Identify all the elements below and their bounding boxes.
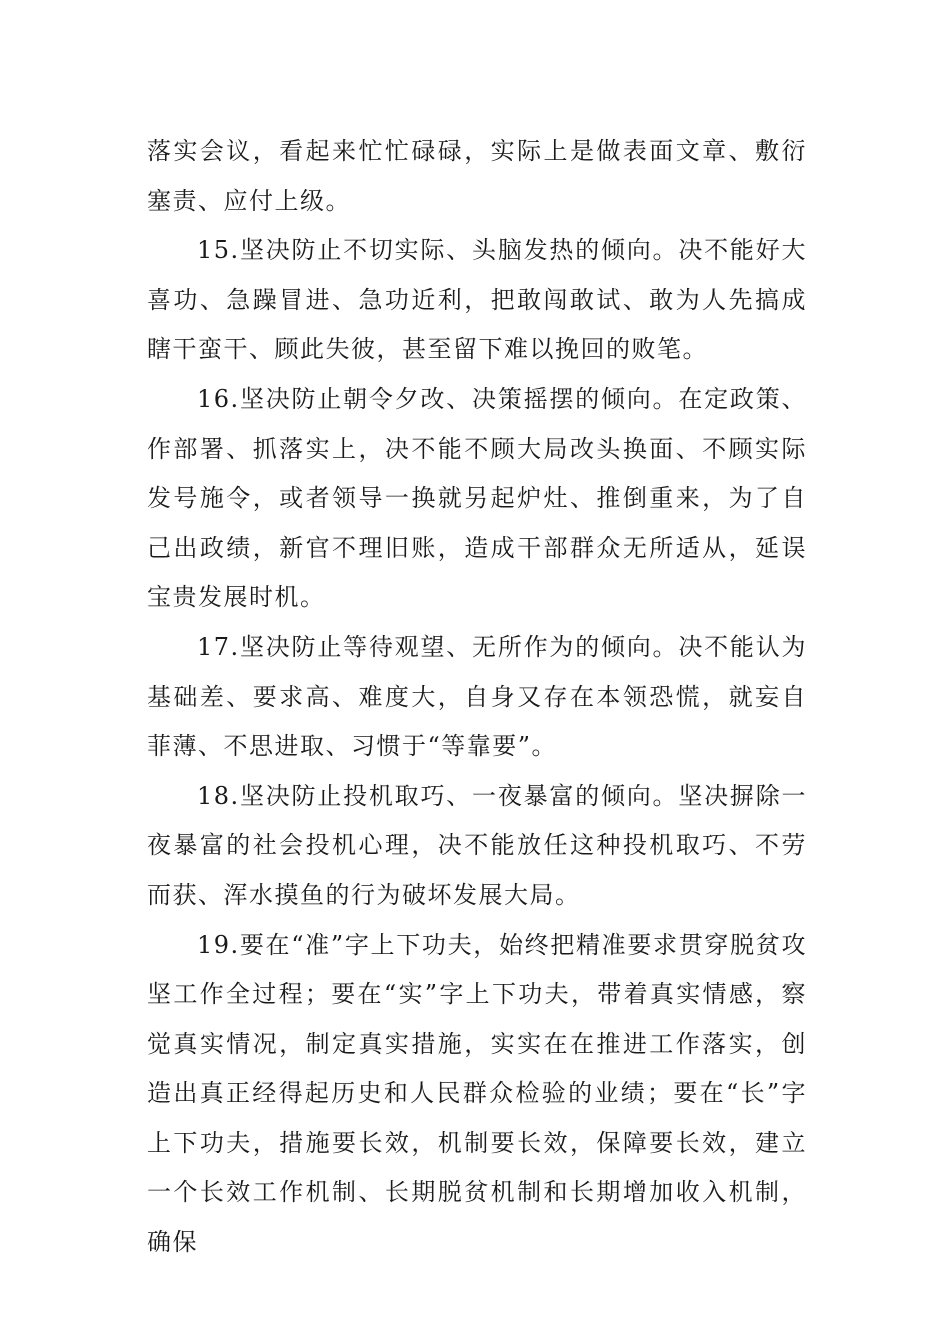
paragraph-item-19: 19.要在“准”字上下功夫，始终把精准要求贯穿脱贫攻坚工作全过程；要在“实”字上下功夫，带着真实情感，察觉真实情况，制定真实措施，实实在在推进工作落实，创造出真正经得起历史和人民群众检验的业绩；要在“长”字上下功夫，措施要长效，机制要长效，保障要长效，建立一个长效工作机制、长期脱贫机制和长期增加收入机制，确保 — [147, 930, 807, 1257]
paragraph-item-18: 18.坚决防止投机取巧、一夜暴富的倾向。坚决摒除一夜暴富的社会投机心理，决不能放任这种投机取巧、不劳而获、浑水摸鱼的行为破坏发展大局。 — [147, 781, 807, 909]
document-body — [147, 127, 807, 1268]
paragraph-continuation: 落实会议，看起来忙忙碌碌，实际上是做表面文章、敷衍塞责、应付上级。 — [147, 137, 807, 215]
paragraph-item-16: 16.坚决防止朝令夕改、决策摇摆的倾向。在定政策、作部署、抓落实上，决不能不顾大局改头换面、不顾实际发号施令，或者领导一换就另起炉灶、推倒重来，为了自己出政绩，新官不理旧账，造成干部群众无所适从，延误宝贵发展时机。 — [147, 384, 807, 612]
paragraph-item-15: 15.坚决防止不切实际、头脑发热的倾向。决不能好大喜功、急躁冒进、急功近利，把敢闯敢试、敢为人先搞成瞎干蛮干、顾此失彼，甚至留下难以挽回的败笔。 — [147, 236, 807, 364]
paragraph-item-17: 17.坚决防止等待观望、无所作为的倾向。决不能认为基础差、要求高、难度大，自身又存在本领恐慌，就妄自菲薄、不思进取、习惯于“等靠要”。 — [147, 632, 807, 761]
